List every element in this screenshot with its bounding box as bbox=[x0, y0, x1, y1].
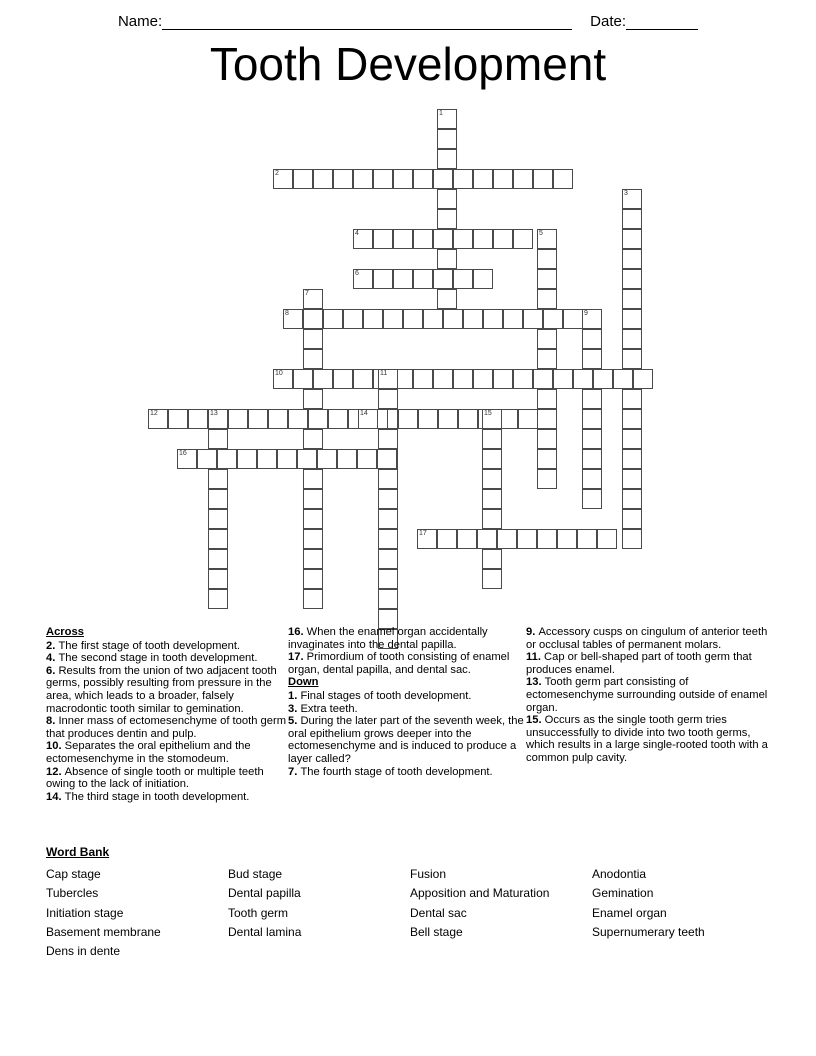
crossword-cell[interactable] bbox=[433, 369, 453, 389]
crossword-cell[interactable] bbox=[563, 309, 583, 329]
clue-number: 13. bbox=[526, 676, 545, 689]
cell-number: 6 bbox=[355, 270, 359, 277]
crossword-cell[interactable] bbox=[473, 229, 493, 249]
crossword-cell[interactable] bbox=[622, 509, 642, 529]
crossword-cell[interactable] bbox=[303, 429, 323, 449]
crossword-cell[interactable] bbox=[537, 429, 557, 449]
word-bank-item: Dental papilla bbox=[228, 886, 301, 901]
crossword-cell[interactable] bbox=[303, 469, 323, 489]
clue-column-3 bbox=[526, 626, 770, 765]
crossword-cell[interactable] bbox=[398, 409, 418, 429]
crossword-cell[interactable] bbox=[537, 289, 557, 309]
crossword-cell[interactable] bbox=[622, 209, 642, 229]
crossword-cell[interactable] bbox=[357, 449, 377, 469]
crossword-cell[interactable] bbox=[593, 369, 613, 389]
crossword-cell[interactable] bbox=[622, 249, 642, 269]
cell-number: 4 bbox=[355, 230, 359, 237]
crossword-cell[interactable] bbox=[533, 169, 553, 189]
crossword-cell[interactable] bbox=[622, 529, 642, 549]
clue-item bbox=[46, 740, 288, 765]
cell-number: 9 bbox=[584, 310, 588, 317]
crossword-cell[interactable] bbox=[473, 169, 493, 189]
crossword-cell[interactable] bbox=[353, 369, 373, 389]
crossword-cell[interactable] bbox=[613, 369, 633, 389]
crossword-cell[interactable] bbox=[437, 249, 457, 269]
cell-number: 8 bbox=[285, 310, 289, 317]
crossword-cell[interactable] bbox=[208, 469, 228, 489]
cell-number: 10 bbox=[275, 370, 283, 377]
crossword-cell[interactable] bbox=[513, 169, 533, 189]
crossword-cell[interactable] bbox=[288, 409, 308, 429]
crossword-cell[interactable] bbox=[377, 449, 397, 469]
crossword-cell[interactable] bbox=[373, 229, 393, 249]
crossword-cell[interactable] bbox=[513, 369, 533, 389]
clue-item bbox=[288, 626, 526, 651]
cell-number: 7 bbox=[305, 290, 309, 297]
crossword-cell[interactable] bbox=[363, 309, 383, 329]
crossword-cell[interactable] bbox=[453, 229, 473, 249]
crossword-cell[interactable] bbox=[493, 369, 513, 389]
crossword-cell[interactable] bbox=[237, 449, 257, 469]
crossword-cell[interactable] bbox=[493, 169, 513, 189]
crossword-cell[interactable] bbox=[303, 509, 323, 529]
crossword-cell[interactable] bbox=[297, 449, 317, 469]
crossword-cell[interactable] bbox=[283, 309, 303, 329]
clue-text: Inner mass of ectomesenchyme of tooth germ that produces dentin and pulp. bbox=[46, 715, 287, 740]
clue-item bbox=[288, 766, 526, 779]
crossword-cell[interactable] bbox=[378, 509, 398, 529]
crossword-cell[interactable] bbox=[622, 429, 642, 449]
clue-item bbox=[288, 703, 526, 716]
cell-number: 13 bbox=[210, 410, 218, 417]
crossword-cell[interactable] bbox=[533, 369, 553, 389]
crossword-cell[interactable] bbox=[208, 589, 228, 609]
cell-number: 14 bbox=[360, 410, 368, 417]
crossword-cell[interactable] bbox=[373, 269, 393, 289]
crossword-cell[interactable] bbox=[303, 589, 323, 609]
crossword-cell[interactable] bbox=[393, 229, 413, 249]
crossword-cell[interactable] bbox=[473, 269, 493, 289]
clue-text: The second stage in tooth development. bbox=[58, 652, 258, 665]
clue-number: 8. bbox=[46, 715, 59, 728]
crossword-cell[interactable] bbox=[622, 269, 642, 289]
crossword-cell[interactable] bbox=[378, 589, 398, 609]
clue-text: Extra teeth. bbox=[300, 702, 358, 715]
clue-text: Occurs as the single tooth germ tries unsuccessfully to divide into two tooth germs, which results in a large single-rooted tooth with a common pulp cavity. bbox=[526, 714, 768, 764]
clue-text: Primordium of tooth consisting of enamel organ, dental papilla, and dental sac. bbox=[288, 651, 510, 676]
crossword-cell[interactable] bbox=[378, 389, 398, 409]
crossword-cell[interactable] bbox=[373, 169, 393, 189]
crossword-cell[interactable] bbox=[523, 309, 543, 329]
crossword-cell[interactable] bbox=[622, 329, 642, 349]
cell-number: 11 bbox=[380, 370, 388, 377]
clue-number: 2. bbox=[46, 639, 59, 652]
across-heading: Across bbox=[46, 626, 84, 638]
cell-number: 1 bbox=[439, 110, 443, 117]
clue-text: The third stage in tooth development. bbox=[64, 790, 250, 803]
crossword-cell[interactable] bbox=[437, 129, 457, 149]
crossword-cell[interactable] bbox=[273, 169, 293, 189]
crossword-cell[interactable] bbox=[482, 469, 502, 489]
crossword-cell[interactable] bbox=[622, 229, 642, 249]
crossword-cell[interactable] bbox=[417, 529, 437, 549]
word-bank-item: Anodontia bbox=[592, 867, 647, 881]
crossword-cell[interactable] bbox=[188, 409, 208, 429]
crossword-cell[interactable] bbox=[313, 169, 333, 189]
crossword-cell[interactable] bbox=[482, 449, 502, 469]
crossword-cell[interactable] bbox=[317, 449, 337, 469]
crossword-cell[interactable] bbox=[378, 489, 398, 509]
crossword-cell[interactable] bbox=[458, 409, 478, 429]
crossword-cell[interactable] bbox=[622, 409, 642, 429]
crossword-cell[interactable] bbox=[553, 369, 573, 389]
clue-list-col-2-bottom bbox=[288, 690, 526, 778]
crossword-cell[interactable] bbox=[418, 409, 438, 429]
crossword-cell[interactable] bbox=[633, 369, 653, 389]
crossword-cell[interactable] bbox=[622, 469, 642, 489]
crossword-cell[interactable] bbox=[303, 389, 323, 409]
clue-item bbox=[46, 766, 288, 791]
clue-text: During the later part of the seventh week, the oral epithelium grows deeper into the ectomesenchyme and is induced to produce a layer called? bbox=[288, 715, 524, 765]
clue-number: 9. bbox=[526, 626, 539, 638]
crossword-cell[interactable] bbox=[437, 289, 457, 309]
clue-number: 14. bbox=[46, 790, 65, 803]
clue-text: The fourth stage of tooth development. bbox=[300, 765, 493, 778]
crossword-cell[interactable] bbox=[303, 289, 323, 309]
crossword-cell[interactable] bbox=[358, 409, 378, 429]
clue-number: 1. bbox=[288, 689, 301, 702]
word-bank-column bbox=[592, 865, 774, 961]
crossword-cell[interactable] bbox=[582, 349, 602, 369]
crossword-cell[interactable] bbox=[378, 469, 398, 489]
clue-item bbox=[46, 652, 288, 665]
crossword-cell[interactable] bbox=[268, 409, 288, 429]
clue-item bbox=[288, 651, 526, 676]
crossword-cell[interactable] bbox=[582, 309, 602, 329]
word-bank-item: Initiation stage bbox=[46, 905, 124, 920]
cell-number: 17 bbox=[419, 530, 427, 537]
crossword-cell[interactable] bbox=[482, 409, 502, 429]
crossword-cell[interactable] bbox=[453, 169, 473, 189]
crossword-cell[interactable] bbox=[493, 229, 513, 249]
word-bank-item: Dental lamina bbox=[228, 924, 302, 939]
crossword-cell[interactable] bbox=[378, 529, 398, 549]
crossword-cell[interactable] bbox=[353, 229, 373, 249]
crossword-cell[interactable] bbox=[518, 409, 538, 429]
clue-item bbox=[288, 715, 526, 765]
clue-number: 11. bbox=[526, 651, 545, 664]
crossword-cell[interactable] bbox=[208, 529, 228, 549]
crossword-cell[interactable] bbox=[582, 389, 602, 409]
clue-text: Separates the oral epithelium and the ectomesenchyme in the stomodeum. bbox=[46, 740, 251, 765]
crossword-cell[interactable] bbox=[303, 549, 323, 569]
crossword-cell[interactable] bbox=[537, 349, 557, 369]
crossword-cell[interactable] bbox=[433, 269, 453, 289]
crossword-cell[interactable] bbox=[277, 449, 297, 469]
word-bank-column bbox=[46, 865, 228, 961]
crossword-cell[interactable] bbox=[482, 509, 502, 529]
crossword-cell[interactable] bbox=[482, 429, 502, 449]
crossword-cell[interactable] bbox=[437, 189, 457, 209]
crossword-cell[interactable] bbox=[582, 329, 602, 349]
clue-item bbox=[526, 714, 770, 764]
crossword-cell[interactable] bbox=[553, 169, 573, 189]
word-bank-item: Bell stage bbox=[410, 924, 463, 939]
crossword-cell[interactable] bbox=[582, 409, 602, 429]
word-bank-item: Supernumerary teeth bbox=[592, 924, 705, 939]
crossword-cell[interactable] bbox=[333, 169, 353, 189]
crossword-cell[interactable] bbox=[438, 409, 458, 429]
crossword-cell[interactable] bbox=[208, 569, 228, 589]
crossword-cell[interactable] bbox=[597, 529, 617, 549]
crossword-cell[interactable] bbox=[353, 269, 373, 289]
crossword-cell[interactable] bbox=[353, 169, 373, 189]
crossword-cell[interactable] bbox=[273, 369, 293, 389]
crossword-cell[interactable] bbox=[482, 489, 502, 509]
crossword-cell[interactable] bbox=[197, 449, 217, 469]
clue-list-col-2-top bbox=[288, 626, 526, 676]
clue-item bbox=[46, 715, 288, 740]
word-bank-item: Enamel organ bbox=[592, 905, 667, 920]
cell-number: 15 bbox=[484, 410, 492, 417]
crossword-cell[interactable] bbox=[378, 569, 398, 589]
crossword-cell[interactable] bbox=[148, 409, 168, 429]
crossword-cell[interactable] bbox=[622, 289, 642, 309]
crossword-cell[interactable] bbox=[328, 409, 348, 429]
crossword-cell[interactable] bbox=[483, 309, 503, 329]
crossword-cell[interactable] bbox=[383, 309, 403, 329]
crossword-cell[interactable] bbox=[313, 369, 333, 389]
clue-text: Tooth germ part consisting of ectomesenchyme surrounding outside of enamel organ. bbox=[526, 676, 768, 714]
cell-number: 12 bbox=[150, 410, 158, 417]
word-bank-columns bbox=[46, 865, 776, 961]
cell-number: 16 bbox=[179, 450, 187, 457]
clue-number: 10. bbox=[46, 740, 65, 753]
crossword-cell[interactable] bbox=[228, 409, 248, 429]
clue-number: 5. bbox=[288, 715, 301, 728]
crossword-cell[interactable] bbox=[537, 229, 557, 249]
word-bank-heading: Word Bank bbox=[46, 845, 110, 859]
crossword-cell[interactable] bbox=[513, 229, 533, 249]
crossword-cell[interactable] bbox=[482, 549, 502, 569]
clue-item bbox=[526, 651, 770, 676]
word-bank-column bbox=[410, 865, 592, 961]
crossword-cell[interactable] bbox=[308, 409, 328, 429]
crossword-cell[interactable] bbox=[463, 309, 483, 329]
crossword-cell[interactable] bbox=[168, 409, 188, 429]
word-bank-item: Fusion bbox=[410, 867, 447, 881]
crossword-cell[interactable] bbox=[303, 309, 323, 329]
word-bank-column bbox=[228, 865, 410, 961]
crossword-cell[interactable] bbox=[413, 229, 433, 249]
clues-area bbox=[46, 626, 776, 803]
clue-item bbox=[526, 676, 770, 714]
crossword-cell[interactable] bbox=[248, 409, 268, 429]
clue-item bbox=[46, 640, 288, 653]
crossword-cell[interactable] bbox=[293, 369, 313, 389]
clue-number: 12. bbox=[46, 765, 65, 778]
cell-number: 5 bbox=[539, 230, 543, 237]
crossword-cell[interactable] bbox=[453, 369, 473, 389]
crossword-cell[interactable] bbox=[503, 309, 523, 329]
crossword-cell[interactable] bbox=[537, 389, 557, 409]
crossword-cell[interactable] bbox=[208, 489, 228, 509]
crossword-cell[interactable] bbox=[622, 489, 642, 509]
crossword-cell[interactable] bbox=[393, 169, 413, 189]
crossword-cell[interactable] bbox=[378, 429, 398, 449]
crossword-cell[interactable] bbox=[303, 349, 323, 369]
crossword-cell[interactable] bbox=[437, 529, 457, 549]
word-bank-item: Tubercles bbox=[46, 886, 99, 901]
crossword-cell[interactable] bbox=[333, 369, 353, 389]
crossword-cell[interactable] bbox=[443, 309, 463, 329]
crossword-cell[interactable] bbox=[303, 489, 323, 509]
crossword-cell[interactable] bbox=[217, 449, 237, 469]
cell-number: 3 bbox=[624, 190, 628, 197]
word-bank-item: Dens in dente bbox=[46, 944, 121, 959]
crossword-cell[interactable] bbox=[622, 449, 642, 469]
clue-number: 3. bbox=[288, 702, 301, 715]
word-bank-item: Dental sac bbox=[410, 905, 467, 920]
clue-item bbox=[46, 665, 288, 715]
crossword-cell[interactable] bbox=[413, 169, 433, 189]
crossword-cell[interactable] bbox=[378, 369, 398, 389]
crossword-cell[interactable] bbox=[208, 509, 228, 529]
crossword-cell[interactable] bbox=[482, 569, 502, 589]
crossword-cell[interactable] bbox=[323, 309, 343, 329]
clue-text: The first stage of tooth development. bbox=[58, 639, 241, 652]
crossword-cell[interactable] bbox=[293, 169, 313, 189]
crossword-cell[interactable] bbox=[582, 449, 602, 469]
crossword-cell[interactable] bbox=[437, 149, 457, 169]
crossword-cell[interactable] bbox=[622, 189, 642, 209]
crossword-cell[interactable] bbox=[537, 469, 557, 489]
crossword-cell[interactable] bbox=[303, 329, 323, 349]
crossword-cell[interactable] bbox=[453, 269, 473, 289]
crossword-cell[interactable] bbox=[208, 409, 228, 429]
crossword-cell[interactable] bbox=[582, 489, 602, 509]
crossword-cell[interactable] bbox=[577, 529, 597, 549]
crossword-cell[interactable] bbox=[537, 449, 557, 469]
clue-item bbox=[526, 626, 770, 651]
clue-text: Accessory cusps on cingulum of anterior teeth or occlusal tables of permanent molars. bbox=[526, 626, 768, 651]
clue-text: Results from the union of two adjacent tooth germs, possibly resulting from pressure in the area, which leads to a broader, falsely macrodontic tooth similar to gemination. bbox=[46, 664, 277, 715]
crossword-cell[interactable] bbox=[208, 549, 228, 569]
crossword-cell[interactable] bbox=[257, 449, 277, 469]
crossword-cell[interactable] bbox=[582, 469, 602, 489]
clue-text: When the enamel organ accidentally invaginates into the dental papilla. bbox=[288, 626, 488, 651]
name-label: Name: bbox=[117, 13, 163, 30]
cell-number: 2 bbox=[275, 170, 279, 177]
crossword-cell[interactable] bbox=[622, 349, 642, 369]
crossword-cell[interactable] bbox=[473, 369, 493, 389]
word-bank-item: Bud stage bbox=[228, 867, 283, 881]
crossword-cell[interactable] bbox=[582, 429, 602, 449]
crossword-cell[interactable] bbox=[413, 269, 433, 289]
crossword-cell[interactable] bbox=[423, 309, 443, 329]
crossword-cell[interactable] bbox=[177, 449, 197, 469]
crossword-cell[interactable] bbox=[303, 569, 323, 589]
clue-number: 6. bbox=[46, 664, 59, 677]
crossword-cell[interactable] bbox=[543, 309, 563, 329]
down-heading: Down bbox=[288, 676, 319, 689]
crossword-cell[interactable] bbox=[378, 549, 398, 569]
crossword-cell[interactable] bbox=[557, 529, 577, 549]
crossword-cell[interactable] bbox=[537, 409, 557, 429]
crossword-cell[interactable] bbox=[573, 369, 593, 389]
crossword-cell[interactable] bbox=[477, 529, 497, 549]
clue-number: 16. bbox=[288, 626, 307, 638]
crossword-cell[interactable] bbox=[303, 529, 323, 549]
crossword-cell[interactable] bbox=[517, 529, 537, 549]
crossword-cell[interactable] bbox=[537, 529, 557, 549]
word-bank-item: Apposition and Maturation bbox=[410, 886, 550, 901]
crossword-cell[interactable] bbox=[337, 449, 357, 469]
crossword-cell[interactable] bbox=[537, 329, 557, 349]
crossword-cell[interactable] bbox=[537, 269, 557, 289]
page-title: Tooth Development bbox=[209, 38, 607, 90]
crossword-cell[interactable] bbox=[433, 169, 453, 189]
crossword-cell[interactable] bbox=[403, 309, 423, 329]
clue-number: 7. bbox=[288, 765, 301, 778]
clue-text: Absence of single tooth or multiple teeth owing to the lack of initiation. bbox=[46, 765, 264, 791]
clue-item bbox=[288, 690, 526, 703]
clue-column-2 bbox=[288, 626, 526, 778]
crossword-cell[interactable] bbox=[497, 529, 517, 549]
crossword-cell[interactable] bbox=[437, 209, 457, 229]
word-bank bbox=[46, 845, 776, 961]
clue-number: 4. bbox=[46, 652, 59, 665]
crossword-cell[interactable] bbox=[343, 309, 363, 329]
clue-text: Cap or bell-shaped part of tooth germ that produces enamel. bbox=[526, 651, 752, 676]
date-label: Date: bbox=[590, 13, 627, 30]
clue-column-1 bbox=[46, 626, 288, 803]
crossword-cell[interactable] bbox=[437, 109, 457, 129]
clue-number: 17. bbox=[288, 651, 307, 664]
clue-list-col-3 bbox=[526, 626, 770, 765]
clue-number: 15. bbox=[526, 714, 545, 727]
clue-item bbox=[46, 791, 288, 804]
crossword-cell[interactable] bbox=[622, 309, 642, 329]
crossword-cell[interactable] bbox=[413, 369, 433, 389]
crossword-cell[interactable] bbox=[457, 529, 477, 549]
crossword-cell[interactable] bbox=[393, 269, 413, 289]
crossword-cell[interactable] bbox=[622, 389, 642, 409]
crossword-cell[interactable] bbox=[433, 229, 453, 249]
word-bank-item: Tooth germ bbox=[228, 905, 289, 920]
crossword-cell[interactable] bbox=[208, 429, 228, 449]
clue-list-col-1 bbox=[46, 640, 288, 804]
word-bank-item: Gemination bbox=[592, 886, 654, 901]
clue-text: Final stages of tooth development. bbox=[300, 689, 472, 702]
crossword-cell[interactable] bbox=[537, 249, 557, 269]
word-bank-item: Cap stage bbox=[46, 867, 101, 881]
word-bank-item: Basement membrane bbox=[46, 924, 161, 939]
